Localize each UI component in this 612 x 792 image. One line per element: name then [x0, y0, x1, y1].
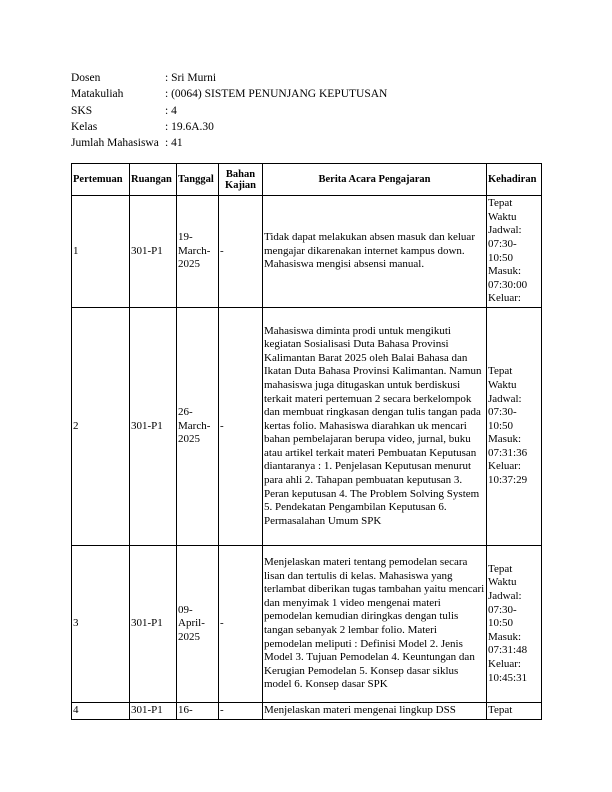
kelas-row — [71, 119, 387, 135]
dosen-value: : Sri Murni — [165, 72, 217, 84]
sks-row — [71, 103, 387, 119]
sks-value: : 4 — [165, 104, 177, 117]
cell-tanggal: 26-March-2025 — [177, 308, 219, 546]
cell-tanggal: 09-April-2025 — [177, 546, 219, 703]
cell-ruangan: 301-P1 — [130, 308, 177, 546]
matakuliah-label: Matakuliah — [71, 88, 124, 101]
attendance-table — [71, 163, 542, 720]
table-row — [72, 703, 542, 720]
cell-tanggal: 19-March-2025 — [177, 196, 219, 308]
cell-bahan: - — [219, 546, 263, 703]
cell-tanggal: 16- — [177, 703, 219, 720]
cell-kehadiran: Tepat Waktu Jadwal: 07:30-10:50 Masuk: 07:31:48 Keluar: 10:45:31 — [487, 546, 542, 703]
table-row — [72, 196, 542, 308]
sks-label: SKS — [71, 104, 93, 117]
jumlah-value: : 41 — [165, 137, 183, 150]
table-row — [72, 308, 542, 546]
cell-berita: Tidak dapat melakukan absen masuk dan keluar mengajar dikarenakan internet kampus down. Mahasiswa mengisi absensi manual. — [263, 196, 487, 308]
cell-bahan: - — [219, 308, 263, 546]
cell-berita: Menjelaskan materi mengenai lingkup DSS — [263, 703, 487, 720]
cell-bahan: - — [219, 196, 263, 308]
cell-bahan: - — [219, 703, 263, 720]
cell-ruangan: 301-P1 — [130, 546, 177, 703]
kelas-label: Kelas — [71, 120, 98, 133]
cell-kehadiran: Tepat — [487, 703, 542, 720]
cell-kehadiran: Tepat Waktu Jadwal: 07:30-10:50 Masuk: 07:31:36 Keluar: 10:37:29 — [487, 308, 542, 546]
jumlah-label: Jumlah Mahasiswa — [71, 137, 159, 150]
table-header-row — [72, 164, 542, 196]
table-row — [72, 546, 542, 703]
cell-ruangan: 301-P1 — [130, 196, 177, 308]
cell-berita: Menjelaskan materi tentang pemodelan secara lisan dan tertulis di kelas. Mahasiswa yang terlambat diberikan tugas tambahan yaitu mencari dan menyimak 1 video mengenai materi pemodelan kemudian diringkas dengan tulis tangan sebanyak 2 lembar folio. Materi pemodelan meliputi : Definisi Model 2. Jenis Model 3. Tujuan Pemodelan 4. Keuntungan dan Kerugian Pemodelan 5. Konsep dasar siklus model 6. Konsep dasar SPK — [263, 546, 487, 703]
course-info — [71, 70, 387, 151]
dosen-row — [71, 70, 387, 86]
header-kehadiran: Kehadiran — [487, 164, 542, 196]
dosen-label: Dosen — [71, 72, 101, 84]
matakuliah-row — [71, 86, 387, 102]
cell-pertemuan: 1 — [72, 196, 130, 308]
header-berita-acara: Berita Acara Pengajaran — [263, 164, 487, 196]
jumlah-row — [71, 135, 387, 151]
header-pertemuan: Pertemuan — [72, 164, 130, 196]
header-ruangan: Ruangan — [130, 164, 177, 196]
kelas-value: : 19.6A.30 — [165, 120, 214, 133]
matakuliah-value: : (0064) SISTEM PENUNJANG KEPUTUSAN — [165, 88, 388, 101]
cell-kehadiran: Tepat Waktu Jadwal: 07:30-10:50 Masuk: 07:30:00 Keluar: — [487, 196, 542, 308]
cell-pertemuan: 4 — [72, 703, 130, 720]
cell-berita: Mahasiswa diminta prodi untuk mengikuti kegiatan Sosialisasi Duta Bahasa Provinsi Kalimantan Barat 2025 oleh Balai Bahasa dan Ikatan Duta Bahasa Provinsi Kalimantan. Namun mahasiswa juga ditugaskan untuk berdiskusi terkait materi pertemuan 2 secara berkelompok dan membuat ringkasan dengan tulis tangan pada kertas folio. Mahasiswa diarahkan uk mencari bahan pembelajaran berupa video, jurnal, buku atau artikel terkait materi Pembuatan Keputusan diantaranya : 1. Penjelasan Keputusan menurut para ahli 2. Tahapan pembuatan keputusan 3. Peran keputusan 4. The Problem Solving System 5. Pendekatan Pengambilan Keputusan 6. Permasalahan Umum SPK — [263, 308, 487, 546]
cell-ruangan: 301-P1 — [130, 703, 177, 720]
cell-pertemuan: 2 — [72, 308, 130, 546]
cell-pertemuan: 3 — [72, 546, 130, 703]
header-bahan-kajian: Bahan Kajian — [219, 164, 263, 196]
header-tanggal: Tanggal — [177, 164, 219, 196]
